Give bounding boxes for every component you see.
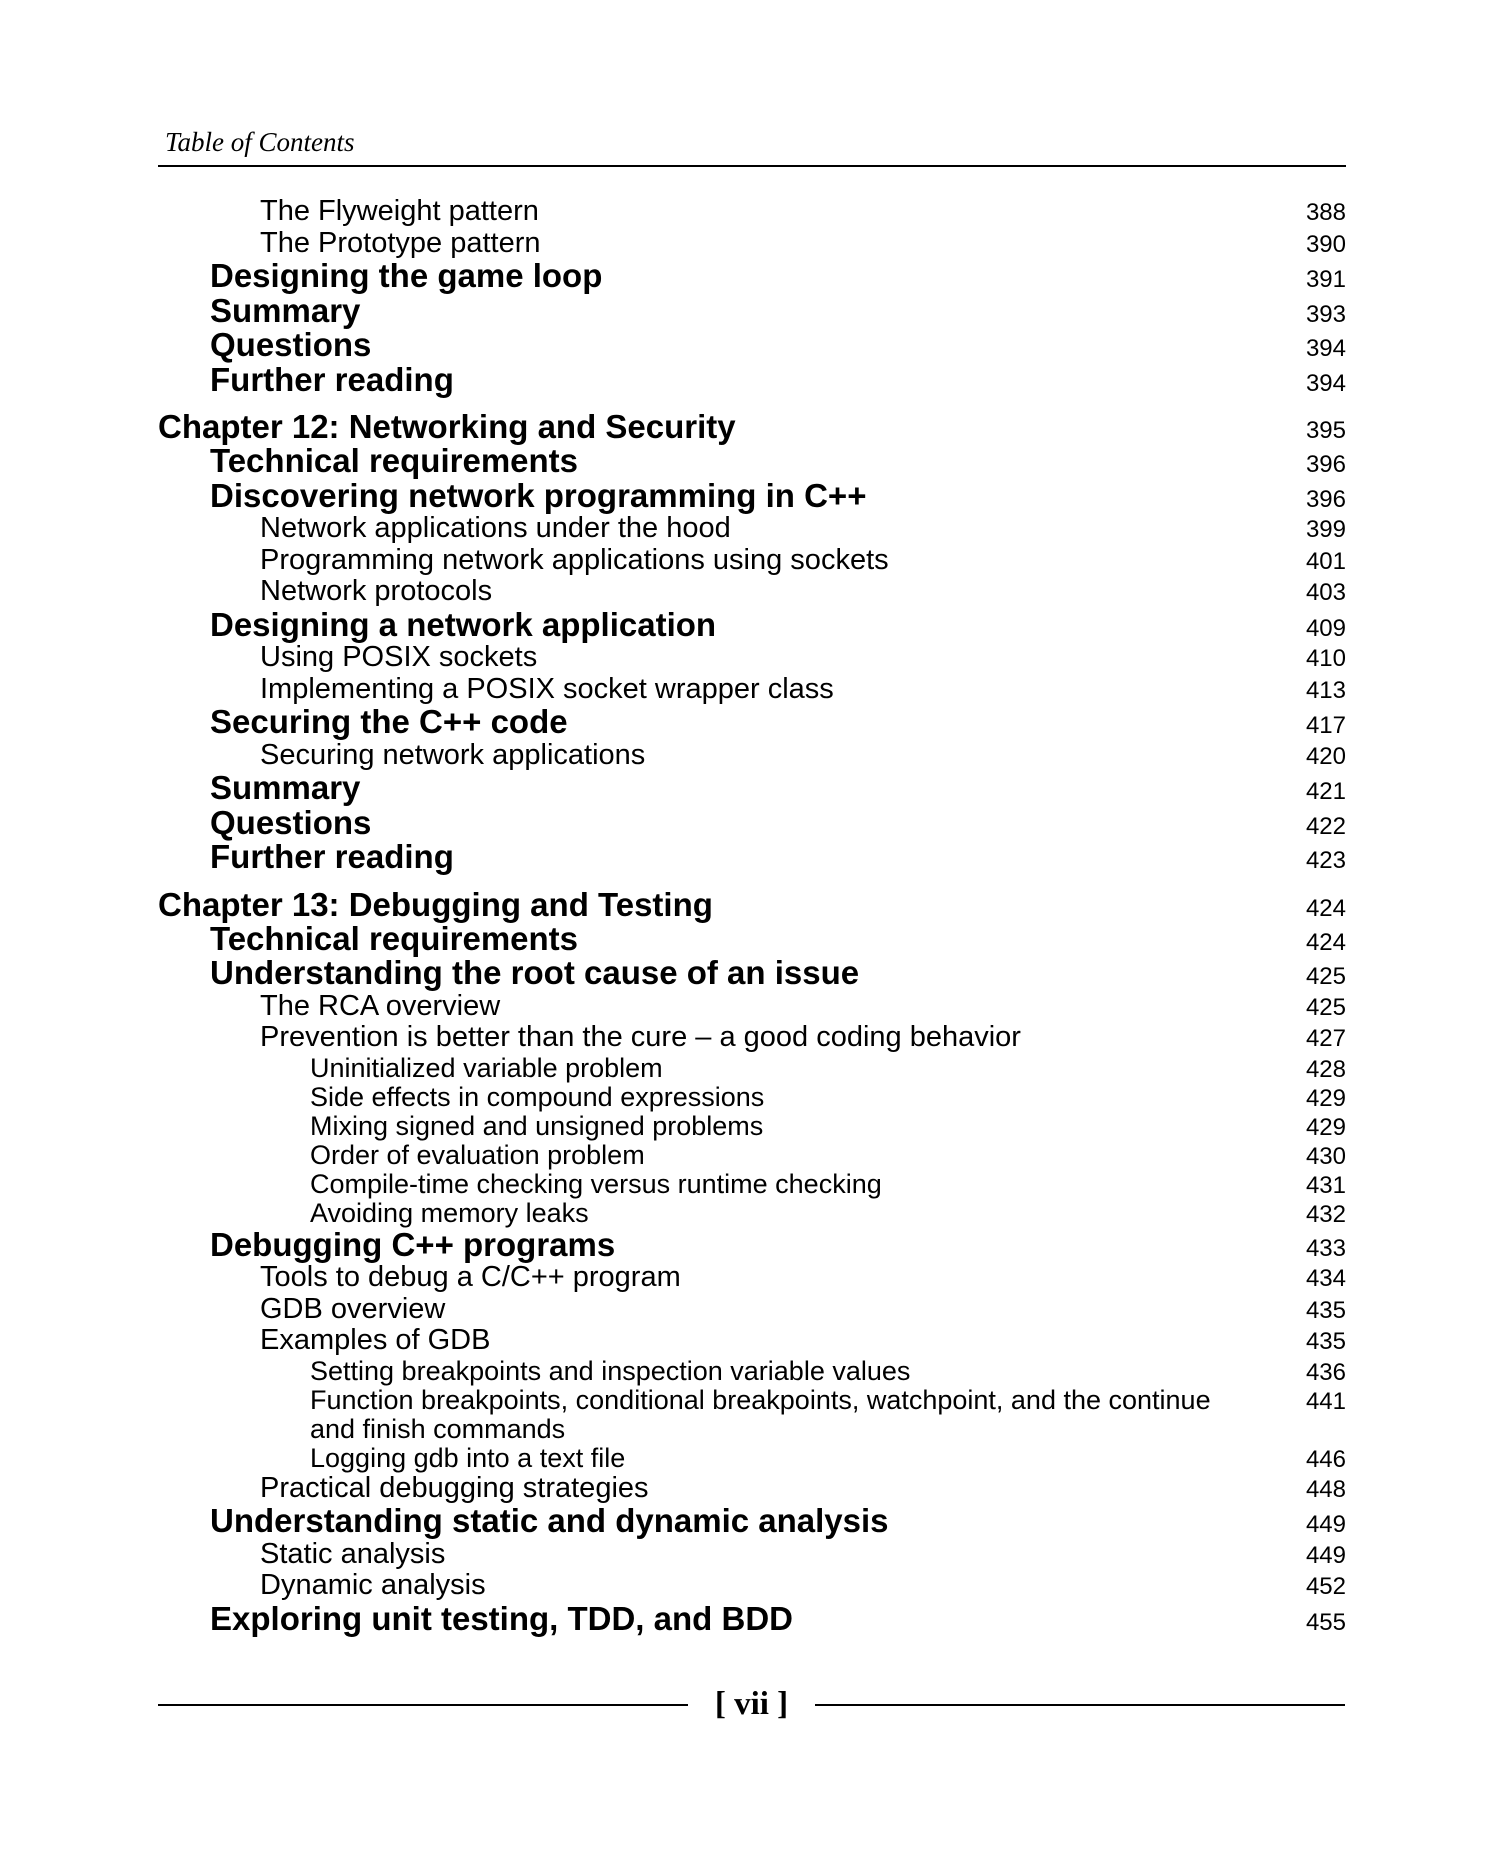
toc-entry-subsection[interactable] <box>158 1539 1346 1571</box>
toc-entry-page-number: 413 <box>1305 676 1346 704</box>
toc-entry-page-number: 403 <box>1305 579 1346 606</box>
toc-entry-page-number: 409 <box>1305 614 1346 642</box>
toc-entry-title: Further reading <box>210 838 454 875</box>
toc-entry-title: Questions <box>210 803 372 841</box>
toc-entry-title: The Prototype pattern <box>260 226 541 259</box>
toc-entry-page-number: 455 <box>1305 1608 1346 1636</box>
toc-entry-title: Chapter 12: Networking and Security <box>158 408 736 445</box>
toc-entry-subsubsection[interactable] <box>158 1386 1346 1444</box>
toc-entry-title: Function breakpoints, conditional breakpoints, watchpoint, and the continue and finish commands <box>310 1384 1211 1444</box>
toc-entry-section[interactable] <box>158 803 1346 841</box>
toc-entry-section[interactable] <box>158 328 1346 363</box>
toc-entry-title: Summary <box>210 291 361 329</box>
toc-entry-page-number: 435 <box>1305 1296 1346 1324</box>
toc-entry-title: Static analysis <box>260 1537 446 1570</box>
toc-entry-page-number: 436 <box>1305 1358 1346 1386</box>
footer-divider-right <box>815 1704 1345 1706</box>
toc-entry-subsection[interactable] <box>158 1325 1346 1357</box>
toc-entry-page-number: 429 <box>1305 1113 1346 1141</box>
toc-entry-title: Tools to debug a C/C++ program <box>260 1261 681 1293</box>
toc-entry-subsection[interactable] <box>158 1022 1346 1054</box>
toc-entry-title: Avoiding memory leaks <box>310 1197 589 1228</box>
toc-entry-page-number: 399 <box>1305 516 1346 543</box>
toc-entry-page-number: 395 <box>1305 417 1346 444</box>
toc-entry-page-number: 449 <box>1305 1511 1346 1538</box>
toc-entry-page-number: 435 <box>1305 1328 1346 1355</box>
toc-entry-page-number: 393 <box>1305 300 1346 328</box>
toc-entry-subsubsection[interactable] <box>158 1141 1346 1170</box>
toc-entry-page-number: 429 <box>1305 1084 1346 1112</box>
toc-entry-title: Securing network applications <box>260 738 646 771</box>
toc-entry-page-number: 396 <box>1305 451 1346 478</box>
toc-entry-page-number: 446 <box>1305 1445 1346 1473</box>
toc-entry-section[interactable] <box>158 1225 1346 1263</box>
toc-entry-section[interactable] <box>158 956 1346 991</box>
toc-entry-page-number: 452 <box>1305 1573 1346 1600</box>
toc-entry-subsubsection[interactable] <box>158 1357 1346 1386</box>
toc-entry-title: Order of evaluation problem <box>310 1139 645 1170</box>
toc-entry-chapter[interactable] <box>158 410 1346 444</box>
toc-entry-page-number: 428 <box>1305 1055 1346 1083</box>
toc-entry-section[interactable] <box>158 259 1346 294</box>
toc-entry-title: Logging gdb into a text file <box>310 1442 626 1473</box>
toc-entry-title: The Flyweight pattern <box>260 195 539 227</box>
footer-divider-left <box>158 1704 688 1706</box>
toc-entry-page-number: 394 <box>1305 369 1346 397</box>
toc-entry-section[interactable] <box>158 840 1346 875</box>
toc-entry-page-number: 427 <box>1305 1025 1346 1052</box>
toc-entry-title: Technical requirements <box>210 919 579 957</box>
toc-entry-title: GDB overview <box>260 1292 446 1325</box>
toc-entry-title: Securing the C++ code <box>210 703 568 740</box>
toc-entry-title: Using POSIX sockets <box>260 641 538 673</box>
toc-entry-subsubsection[interactable] <box>158 1170 1346 1199</box>
toc-entry-section[interactable] <box>158 1599 1346 1637</box>
toc-entry-page-number: 423 <box>1305 847 1346 874</box>
toc-entry-subsection[interactable] <box>158 228 1346 260</box>
toc-entry-title: Mixing signed and unsigned problems <box>310 1110 764 1141</box>
toc-entry-section[interactable] <box>158 919 1346 957</box>
toc-entry-page-number: 431 <box>1305 1171 1346 1199</box>
toc-entry-title: Uninitialized variable problem <box>310 1052 663 1083</box>
toc-entry-page-number: 421 <box>1305 778 1346 805</box>
toc-entry-title: Debugging C++ programs <box>210 1225 616 1263</box>
toc-entry-page-number: 388 <box>1305 199 1346 226</box>
table-of-contents <box>158 196 1346 1636</box>
toc-entry-section[interactable] <box>158 444 1346 479</box>
toc-entry-subsubsection[interactable] <box>158 1083 1346 1112</box>
toc-entry-title: Compile-time checking versus runtime checking <box>310 1168 882 1199</box>
toc-entry-subsection[interactable] <box>158 1294 1346 1326</box>
toc-entry-title: Designing the game loop <box>210 257 603 294</box>
toc-entry-page-number: 448 <box>1305 1475 1346 1503</box>
toc-entry-title: Questions <box>210 326 372 363</box>
toc-entry-subsubsection[interactable] <box>158 1199 1346 1228</box>
toc-entry-title: Technical requirements <box>210 442 579 479</box>
toc-entry-title: Further reading <box>210 360 454 398</box>
toc-entry-page-number: 441 <box>1305 1387 1346 1415</box>
toc-entry-title: Implementing a POSIX socket wrapper class <box>260 672 834 705</box>
toc-entry-title: The RCA overview <box>260 989 501 1022</box>
toc-entry-page-number: 424 <box>1305 894 1346 922</box>
toc-entry-section[interactable] <box>158 705 1346 740</box>
header-divider <box>158 165 1346 167</box>
toc-entry-subsection[interactable] <box>158 545 1346 577</box>
toc-entry-chapter[interactable] <box>158 885 1346 923</box>
toc-entry-page-number: 430 <box>1305 1142 1346 1170</box>
toc-entry-title: Chapter 13: Debugging and Testing <box>158 885 713 923</box>
toc-entry-title: Prevention is better than the cure – a good coding behavior <box>260 1021 1021 1053</box>
toc-entry-title: Practical debugging strategies <box>260 1471 649 1504</box>
running-header-title: Table of Contents <box>165 127 355 157</box>
toc-entry-page-number: 390 <box>1305 230 1346 258</box>
toc-entry-subsubsection[interactable] <box>158 1054 1346 1083</box>
toc-entry-section[interactable] <box>158 605 1346 643</box>
toc-entry-page-number: 396 <box>1305 485 1346 513</box>
toc-entry-page-number: 434 <box>1305 1265 1346 1292</box>
toc-entry-subsection[interactable] <box>158 1473 1346 1505</box>
toc-entry-title: Network applications under the hood <box>260 512 731 544</box>
toc-entry-title: Side effects in compound expressions <box>310 1081 765 1112</box>
toc-entry-subsubsection[interactable] <box>158 1112 1346 1141</box>
toc-entry-section[interactable] <box>158 360 1346 398</box>
toc-entry-page-number: 410 <box>1305 645 1346 672</box>
toc-entry-subsubsection[interactable] <box>158 1444 1346 1473</box>
toc-entry-subsection[interactable] <box>158 196 1346 228</box>
toc-entry-subsection[interactable] <box>158 1570 1346 1602</box>
toc-entry-title: Setting breakpoints and inspection variable values <box>310 1355 911 1386</box>
toc-entry-page-number: 391 <box>1305 266 1346 293</box>
toc-entry-title: Understanding the root cause of an issue <box>210 954 860 991</box>
toc-entry-page-number: 425 <box>1305 963 1346 990</box>
toc-entry-subsection[interactable] <box>158 740 1346 772</box>
toc-entry-title: Network protocols <box>260 575 493 607</box>
toc-entry-title: Exploring unit testing, TDD, and BDD <box>210 1599 793 1637</box>
footer-page-number: [ vii ] <box>714 1686 789 1722</box>
toc-entry-title: Designing a network application <box>210 605 717 643</box>
toc-entry-page-number: 420 <box>1305 742 1346 770</box>
toc-entry-title: Dynamic analysis <box>260 1569 486 1601</box>
toc-entry-title: Discovering network programming in C++ <box>210 476 867 514</box>
toc-entry-page-number: 424 <box>1305 928 1346 956</box>
toc-entry-page-number: 433 <box>1305 1234 1346 1262</box>
toc-entry-page-number: 401 <box>1305 547 1346 575</box>
toc-entry-subsection[interactable] <box>158 513 1346 545</box>
toc-entry-page-number: 394 <box>1305 335 1346 362</box>
toc-entry-section[interactable] <box>158 1504 1346 1539</box>
toc-entry-subsection[interactable] <box>158 642 1346 674</box>
toc-entry-title: Summary <box>210 769 361 806</box>
toc-entry-subsection[interactable] <box>158 674 1346 706</box>
toc-entry-subsection[interactable] <box>158 576 1346 608</box>
toc-entry-section[interactable] <box>158 771 1346 806</box>
toc-entry-subsection[interactable] <box>158 1262 1346 1294</box>
toc-entry-page-number: 417 <box>1305 712 1346 739</box>
toc-entry-title: Understanding static and dynamic analysis <box>210 1502 889 1539</box>
toc-entry-section[interactable] <box>158 476 1346 514</box>
toc-entry-page-number: 432 <box>1305 1200 1346 1228</box>
toc-entry-page-number: 449 <box>1305 1541 1346 1569</box>
toc-entry-page-number: 425 <box>1305 993 1346 1021</box>
toc-entry-subsection[interactable] <box>158 991 1346 1023</box>
toc-entry-title: Examples of GDB <box>260 1324 491 1356</box>
toc-entry-section[interactable] <box>158 291 1346 329</box>
toc-entry-page-number: 422 <box>1305 812 1346 840</box>
toc-entry-title: Programming network applications using sockets <box>260 543 889 576</box>
